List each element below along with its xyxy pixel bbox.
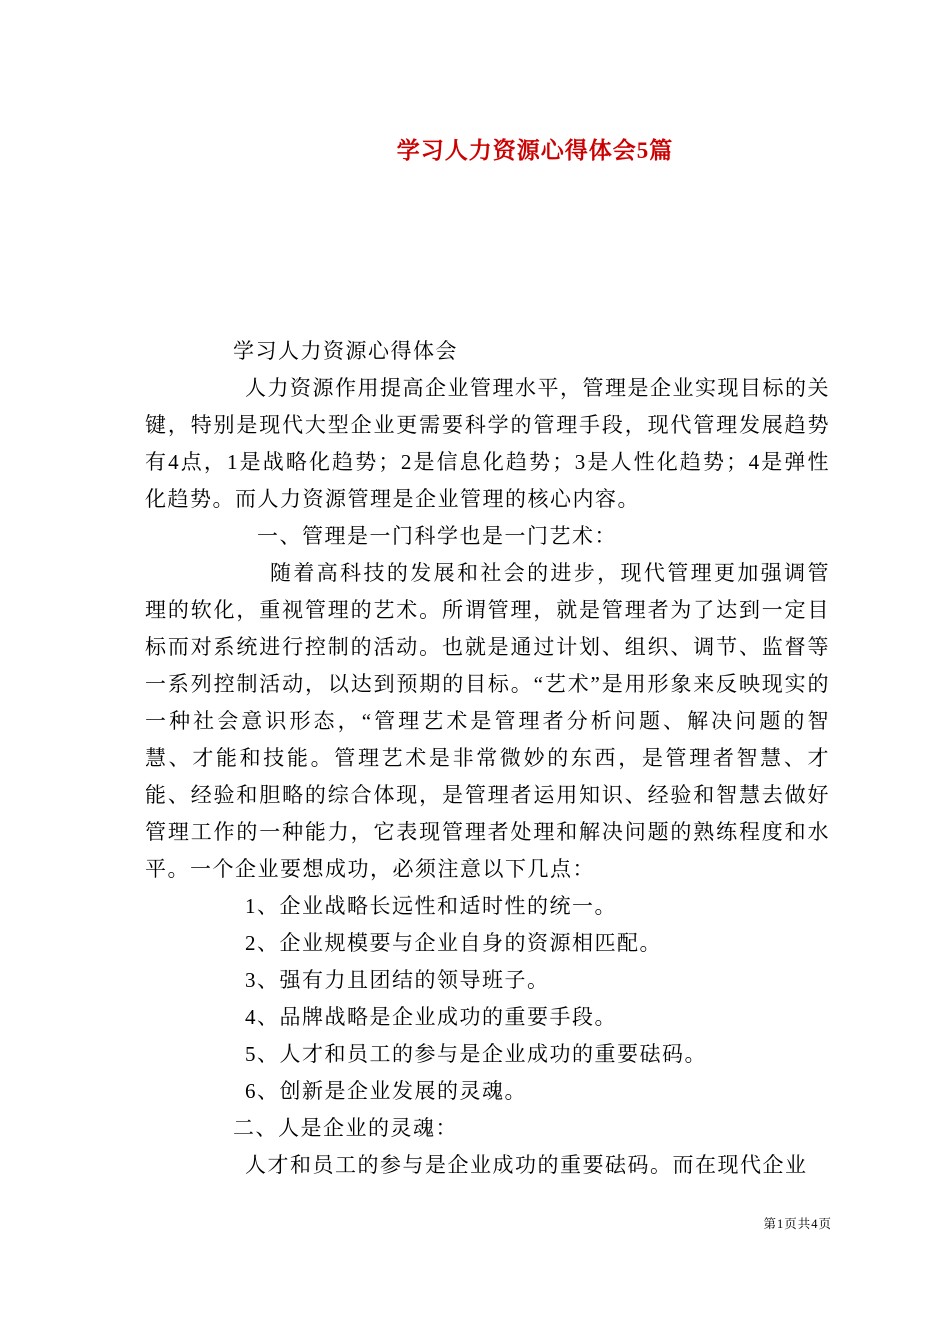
heading-section-2: 二、人是企业的灵魂：	[233, 1116, 458, 1140]
document-body	[0, 333, 950, 1184]
list-item-5: 5、人才和员工的参与是企业成功的重要砝码。	[245, 1042, 707, 1066]
paragraph-intro: 人力资源作用提高企业管理水平，管理是企业实现目标的关键，特别是现代大型企业更需要科学的管理手段，现代管理发展趋势有4点，1是战略化趋势；2是信息化趋势；3是人性化趋势；4是弹性化趋势。而人力资源管理是企业管理的核心内容。	[145, 376, 830, 511]
document-title: 学习人力资源心得体会5篇	[396, 138, 674, 163]
page-number: 第1页共4页	[763, 1217, 832, 1231]
paragraph-section-1: 随着高科技的发展和社会的进步，现代管理更加强调管理的软化，重视管理的艺术。所谓管理，就是管理者为了达到一定目标而对系统进行控制的活动。也就是通过计划、组织、调节、监督等一系列控制活动，以达到预期的目标。“艺术”是用形象来反映现实的一种社会意识形态，“管理艺术是管理者分析问题、解决问题的智慧、才能和技能。管理艺术是非常微妙的东西，是管理者智慧、才能、经验和胆略的综合体现，是管理者运用知识、经验和智慧去做好管理工作的一种能力，它表现管理者处理和解决问题的熟练程度和水平。一个企业要想成功，必须注意以下几点：	[145, 561, 830, 881]
list-item-4: 4、品牌战略是企业成功的重要手段。	[245, 1005, 617, 1029]
list-item-6: 6、创新是企业发展的灵魂。	[245, 1079, 527, 1103]
list-item-2: 2、企业规模要与企业自身的资源相匹配。	[245, 931, 662, 955]
list-item-3: 3、强有力且团结的领导班子。	[245, 968, 550, 992]
doc-subtitle: 学习人力资源心得体会	[233, 339, 458, 363]
list-item-1: 1、企业战略长远性和适时性的统一。	[245, 894, 617, 918]
paragraph-section-2: 人才和员工的参与是企业成功的重要砝码。而在现代企业	[245, 1153, 808, 1177]
heading-section-1: 一、管理是一门科学也是一门艺术：	[257, 524, 617, 548]
page-footer	[763, 1214, 832, 1232]
